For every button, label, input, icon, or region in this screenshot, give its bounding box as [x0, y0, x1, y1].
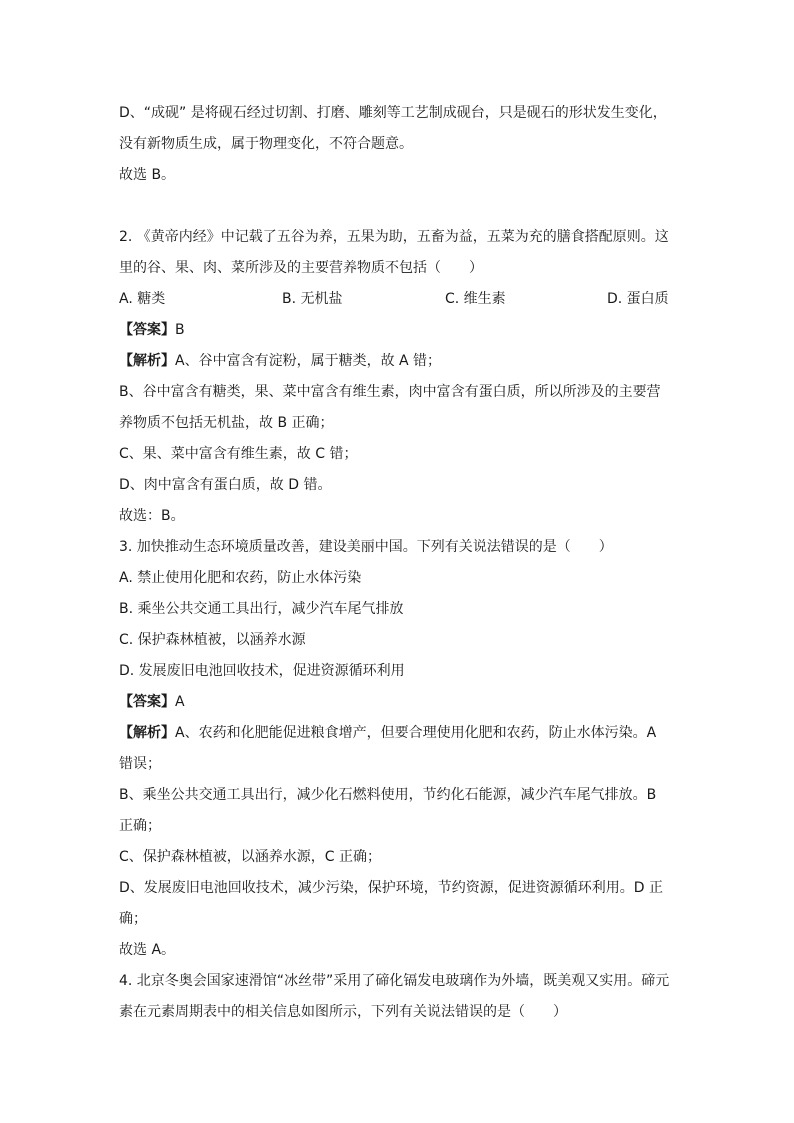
analysis-text: A、谷中富含有淀粉，属于糖类，故 A 错；: [175, 353, 442, 369]
q3-option-b: B. 乘坐公共交通工具出行，减少汽车尾气排放: [119, 601, 404, 617]
text-line: B、乘坐公共交通工具出行，减少化石燃料使用，节约化石能源，减少汽车尾气排放。B: [119, 787, 657, 803]
text-line: 故选 A。: [119, 942, 176, 958]
text-line: C、果、菜中富含有维生素，故 C 错；: [119, 446, 358, 462]
q2-option-a: A. 糖类: [119, 291, 166, 307]
text-line: 故选 B。: [119, 167, 176, 183]
q3-option-d: D. 发展废旧电池回收技术，促进资源循环利用: [119, 663, 405, 679]
answer-value: A: [175, 694, 185, 710]
text-line: 没有新物质生成，属于物理变化，不符合题意。: [119, 136, 413, 152]
question-2-stem: 里的谷、果、肉、菜所涉及的主要营养物质不包括（ ）: [119, 260, 483, 276]
answer-tag: 【答案】: [119, 694, 175, 710]
question-4-stem: 4. 北京冬奥会国家速滑馆“冰丝带”采用了碲化镉发电玻璃作为外墙，既美观又实用。碲元: [119, 973, 670, 989]
q2-option-d: D. 蛋白质: [607, 291, 669, 307]
q3-option-c: C. 保护森林植被，以涵养水源: [119, 632, 306, 648]
q3-option-a: A. 禁止使用化肥和农药，防止水体污染: [119, 570, 362, 586]
q3-answer: [119, 693, 679, 711]
text-line: D、发展废旧电池回收技术，减少污染，保护环境，节约资源，促进资源循环利用。D 正: [119, 880, 664, 896]
answer-tag: 【答案】: [119, 322, 175, 338]
question-3-stem: 3. 加快推动生态环境质量改善，建设美丽中国。下列有关说法错误的是（ ）: [119, 539, 613, 555]
text-line: 错误；: [119, 756, 161, 772]
question-4-stem: 素在元素周期表中的相关信息如图所示，下列有关说法错误的是（ ）: [119, 1004, 567, 1020]
question-2-stem: 2. 《黄帝内经》中记载了五谷为养，五果为助，五畜为益，五菜为充的膳食搭配原则。这: [119, 229, 669, 245]
text-line: 正确；: [119, 818, 161, 834]
analysis-text: A、农药和化肥能促进粮食增产，但要合理使用化肥和农药，防止水体污染。A: [175, 725, 657, 741]
answer-value: B: [175, 322, 185, 338]
q2-option-b: B. 无机盐: [282, 291, 343, 307]
text-line: D、“成砚” 是将砚石经过切割、打磨、雕刻等工艺制成砚台，只是砚石的形状发生变化，: [119, 105, 667, 121]
q2-analysis: [119, 352, 679, 370]
text-line: D、肉中富含有蛋白质，故 D 错。: [119, 477, 332, 493]
text-line: 养物质不包括无机盐，故 B 正确；: [119, 415, 334, 431]
q2-answer: [119, 321, 679, 339]
analysis-tag: 【解析】: [119, 353, 175, 369]
q2-option-c: C. 维生素: [445, 291, 506, 307]
analysis-tag: 【解析】: [119, 725, 175, 741]
text-line: 故选：B。: [119, 508, 185, 524]
text-line: 确；: [119, 911, 147, 927]
text-line: C、保护森林植被，以涵养水源，C 正确；: [119, 849, 381, 865]
q3-analysis: [119, 724, 679, 742]
text-line: B、谷中富含有糖类，果、菜中富含有维生素，肉中富含有蛋白质，所以所涉及的主要营: [119, 384, 661, 400]
